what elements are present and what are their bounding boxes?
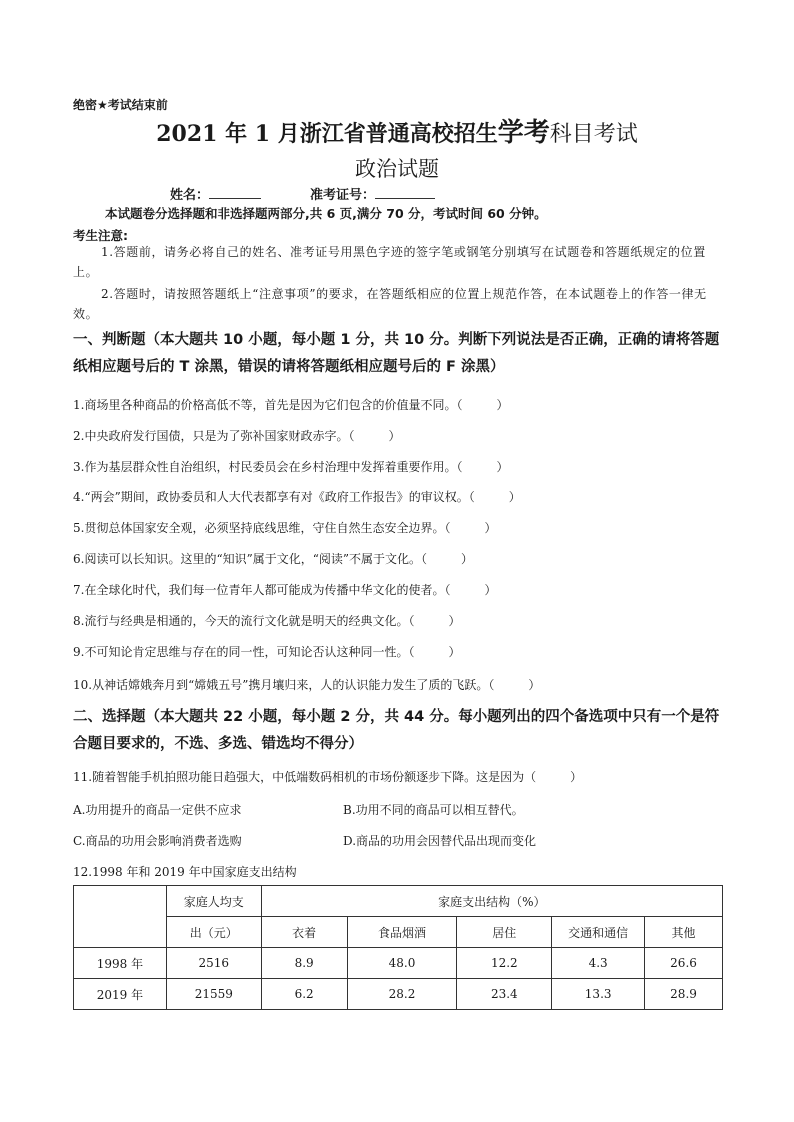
table-subheader-cell: 衣着 bbox=[261, 917, 347, 948]
table-row bbox=[74, 948, 723, 979]
table-year-cell: 2019 年 bbox=[74, 979, 167, 1010]
close-paren: ） bbox=[570, 770, 583, 784]
question-text: 4.“两会”期间，政协委员和人大代表都享有对《政府工作报告》的审议权。（ bbox=[73, 490, 475, 504]
judge-question-6 bbox=[73, 550, 473, 567]
judge-question-7 bbox=[73, 581, 496, 598]
option-a: A.功用提升的商品一定供不应求 bbox=[73, 803, 242, 817]
judge-question-9 bbox=[73, 643, 460, 660]
notes-heading: 考生注意: bbox=[73, 228, 128, 243]
judge-question-5 bbox=[73, 519, 496, 536]
table-cell: 8.9 bbox=[261, 948, 347, 979]
close-paren: ） bbox=[484, 583, 497, 597]
table-subheader-cell: 食品烟酒 bbox=[347, 917, 457, 948]
question-text: 1.商场里各种商品的价格高低不等，首先是因为它们包含的价值量不同。（ bbox=[73, 398, 463, 412]
question-text: 5.贯彻总体国家安全观，必须坚持底线思维，守住自然生态安全边界。（ bbox=[73, 521, 451, 535]
choice-question-12: 12.1998 年和 2019 年中国家庭支出结构 bbox=[73, 865, 297, 879]
exam-subtitle: 政治试题 bbox=[355, 157, 439, 181]
table-cell: 28.9 bbox=[645, 979, 723, 1010]
table-cell: 2516 bbox=[166, 948, 261, 979]
exam-title-part-b: 学考 bbox=[497, 118, 550, 148]
close-paren: ） bbox=[388, 429, 401, 443]
table-header-percap-line2: 出（元） bbox=[166, 917, 261, 948]
option-b: B.功用不同的商品可以相互替代。 bbox=[343, 803, 524, 817]
judge-question-3 bbox=[73, 458, 508, 475]
question-text: 6.阅读可以长知识。这里的“知识”属于文化，“阅读”不属于文化。（ bbox=[73, 552, 427, 566]
note-item: 1.答题前，请务必将自己的姓名、准考证号用黑色字迹的签字笔或钢笔分别填写在试题卷和答题纸规定的位置上。 bbox=[73, 245, 706, 279]
exam-title-part-a: 2021 年 1 月浙江省普通高校招生 bbox=[156, 121, 498, 147]
table-header-percap-line1: 家庭人均支 bbox=[166, 886, 261, 917]
table-subheader-cell: 居住 bbox=[457, 917, 552, 948]
table-year-cell: 1998 年 bbox=[74, 948, 167, 979]
exam-title-part-c: 科目考试 bbox=[549, 122, 638, 147]
table-header-group: 家庭支出结构（%） bbox=[261, 886, 722, 917]
note-item: 2.答题时，请按照答题纸上“注意事项”的要求，在答题纸相应的位置上规范作答，在本试题卷上的作答一律无效。 bbox=[73, 287, 707, 321]
close-paren: ） bbox=[528, 678, 541, 692]
judge-question-10 bbox=[73, 676, 540, 693]
question-text: 7.在全球化时代，我们每一位青年人都可能成为传播中华文化的使者。（ bbox=[73, 583, 451, 597]
close-paren: ） bbox=[484, 521, 497, 535]
exam-title bbox=[0, 117, 794, 151]
option-c: C.商品的功用会影响消费者选购 bbox=[73, 834, 242, 848]
judge-question-2 bbox=[73, 427, 400, 444]
judge-question-4 bbox=[73, 488, 521, 505]
id-label: 准考证号： bbox=[310, 188, 376, 203]
name-blank[interactable] bbox=[209, 198, 261, 199]
table-row bbox=[74, 979, 723, 1010]
table-cell: 23.4 bbox=[457, 979, 552, 1010]
close-paren: ） bbox=[448, 645, 461, 659]
name-field[interactable] bbox=[170, 184, 261, 203]
choice-question-11 bbox=[73, 768, 582, 785]
close-paren: ） bbox=[448, 614, 461, 628]
table-cell: 4.3 bbox=[552, 948, 645, 979]
table-cell: 21559 bbox=[166, 979, 261, 1010]
question-text: 3.作为基层群众性自治组织，村民委员会在乡村治理中发挥着重要作用。（ bbox=[73, 460, 463, 474]
secret-label: 绝密★考试结束前 bbox=[73, 98, 168, 112]
table-corner-cell bbox=[74, 886, 167, 948]
id-field[interactable] bbox=[310, 184, 435, 203]
table-header-row bbox=[74, 886, 723, 917]
id-blank[interactable] bbox=[375, 198, 435, 199]
exam-description: 本试题卷分选择题和非选择题两部分,共 6 页,满分 70 分，考试时间 60 分钟。 bbox=[105, 206, 547, 221]
table-subheader-cell: 其他 bbox=[645, 917, 723, 948]
question-text: 8.流行与经典是相通的，今天的流行文化就是明天的经典文化。（ bbox=[73, 614, 415, 628]
close-paren: ） bbox=[496, 460, 509, 474]
question-text: 2.中央政府发行国债，只是为了弥补国家财政赤字。（ bbox=[73, 429, 355, 443]
question-text: 10.从神话嫦娥奔月到“嫦娥五号”携月壤归来，人的认识能力发生了质的飞跃。（ bbox=[73, 678, 495, 692]
close-paren: ） bbox=[508, 490, 521, 504]
table-cell: 28.2 bbox=[347, 979, 457, 1010]
expenditure-table bbox=[73, 885, 723, 1010]
section1-heading: 一、判断题（本大题共 10 小题，每小题 1 分，共 10 分。判断下列说法是否正确，正确的请将答题纸相应题号后的 T 涂黑，错误的请将答题纸相应题号后的 F 涂黑） bbox=[73, 332, 720, 375]
judge-question-1 bbox=[73, 396, 508, 413]
judge-question-8 bbox=[73, 612, 460, 629]
table-subheader-row bbox=[74, 917, 723, 948]
question-text: 9.不可知论肯定思维与存在的同一性，可知论否认这种同一性。（ bbox=[73, 645, 415, 659]
table-cell: 12.2 bbox=[457, 948, 552, 979]
table-cell: 6.2 bbox=[261, 979, 347, 1010]
option-d: D.商品的功用会因替代品出现而变化 bbox=[343, 834, 537, 848]
section2-heading: 二、选择题（本大题共 22 小题，每小题 2 分，共 44 分。每小题列出的四个备选项中只有一个是符合题目要求的，不选、多选、错选均不得分） bbox=[73, 709, 720, 752]
close-paren: ） bbox=[496, 398, 509, 412]
table-cell: 26.6 bbox=[645, 948, 723, 979]
table-cell: 13.3 bbox=[552, 979, 645, 1010]
name-label: 姓名： bbox=[170, 188, 210, 203]
table-subheader-cell: 交通和通信 bbox=[552, 917, 645, 948]
table-cell: 48.0 bbox=[347, 948, 457, 979]
close-paren: ） bbox=[461, 552, 474, 566]
question-text: 11.随着智能手机拍照功能日趋强大，中低端数码相机的市场份额逐步下降。这是因为（ bbox=[73, 770, 537, 784]
